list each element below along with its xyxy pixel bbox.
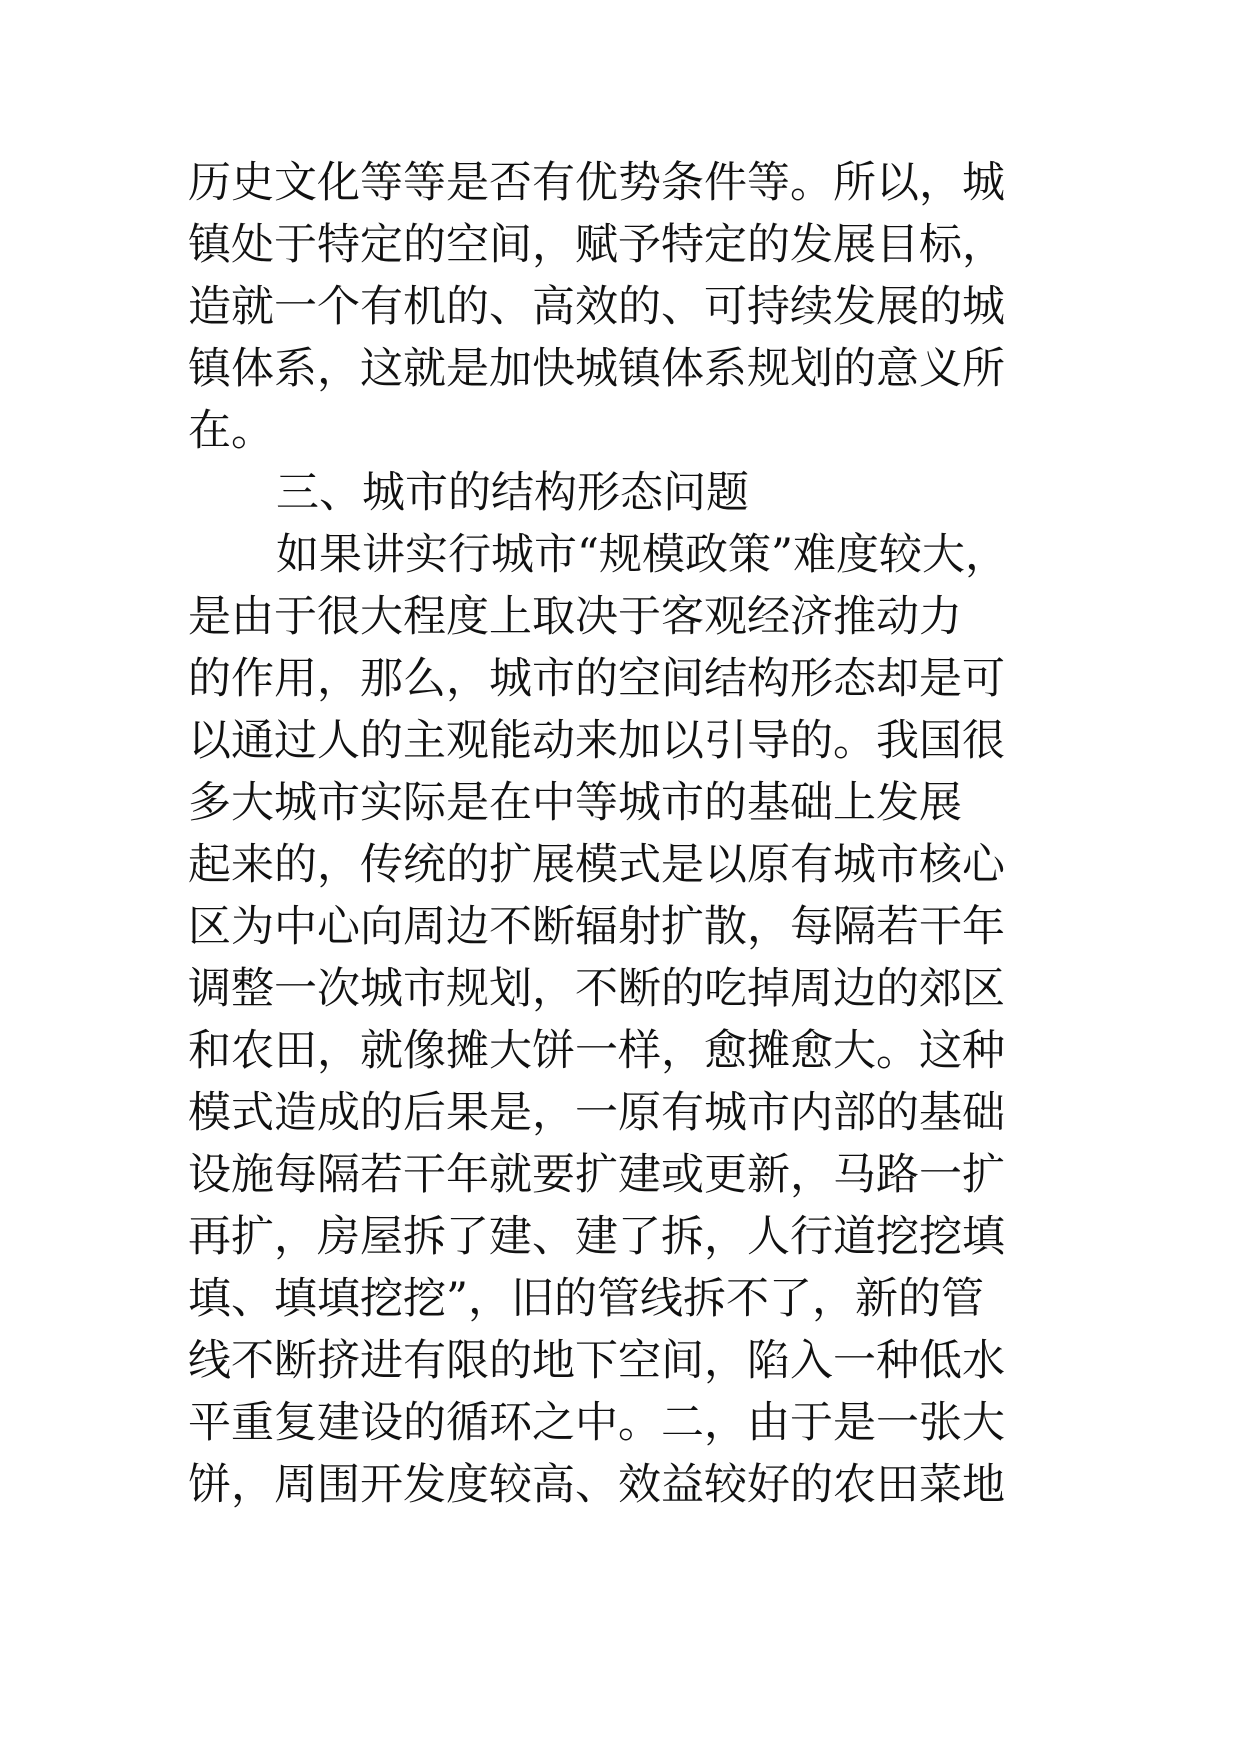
text-line: 填、填填挖挖”，旧的管线拆不了，新的管 [188, 1274, 984, 1324]
text-line: 设施每隔若干年就要扩建或更新，马路一扩 [188, 1150, 1005, 1200]
text-line: 的作用，那么，城市的空间结构形态却是可 [188, 654, 1005, 704]
text-line: 历史文化等等是否有优势条件等。所以，城 [188, 158, 1005, 208]
text-line: 是由于很大程度上取决于客观经济推动力 [188, 592, 962, 642]
text-line: 平重复建设的循环之中。二，由于是一张大 [188, 1398, 1005, 1448]
text-line: 和农田，就像摊大饼一样，愈摊愈大。这种 [188, 1026, 1005, 1076]
text-line: 起来的，传统的扩展模式是以原有城市核心 [188, 840, 1005, 890]
text-line: 在。 [188, 406, 274, 456]
section-heading: 三、城市的结构形态问题 [276, 468, 749, 518]
text-line: 饼，周围开发度较高、效益较好的农田菜地 [188, 1460, 1005, 1510]
text-line: 线不断挤进有限的地下空间，陷入一种低水 [188, 1336, 1005, 1386]
text-line: 再扩，房屋拆了建、建了拆，人行道挖挖填 [188, 1212, 1005, 1262]
text-line: 多大城市实际是在中等城市的基础上发展 [188, 778, 962, 828]
paragraph-start-line: 如果讲实行城市“规模政策”难度较大， [276, 530, 1008, 580]
body-text [188, 152, 1068, 1516]
text-line: 以通过人的主观能动来加以引导的。我国很 [188, 716, 1005, 766]
text-line: 造就一个有机的、高效的、可持续发展的城 [188, 282, 1005, 332]
text-line: 镇体系，这就是加快城镇体系规划的意义所 [188, 344, 1005, 394]
text-line: 模式造成的后果是，一原有城市内部的基础 [188, 1088, 1005, 1138]
text-line: 调整一次城市规划，不断的吃掉周边的郊区 [188, 964, 1005, 1014]
text-line: 镇处于特定的空间，赋予特定的发展目标， [188, 220, 1005, 270]
text-line: 区为中心向周边不断辐射扩散，每隔若干年 [188, 902, 1005, 952]
